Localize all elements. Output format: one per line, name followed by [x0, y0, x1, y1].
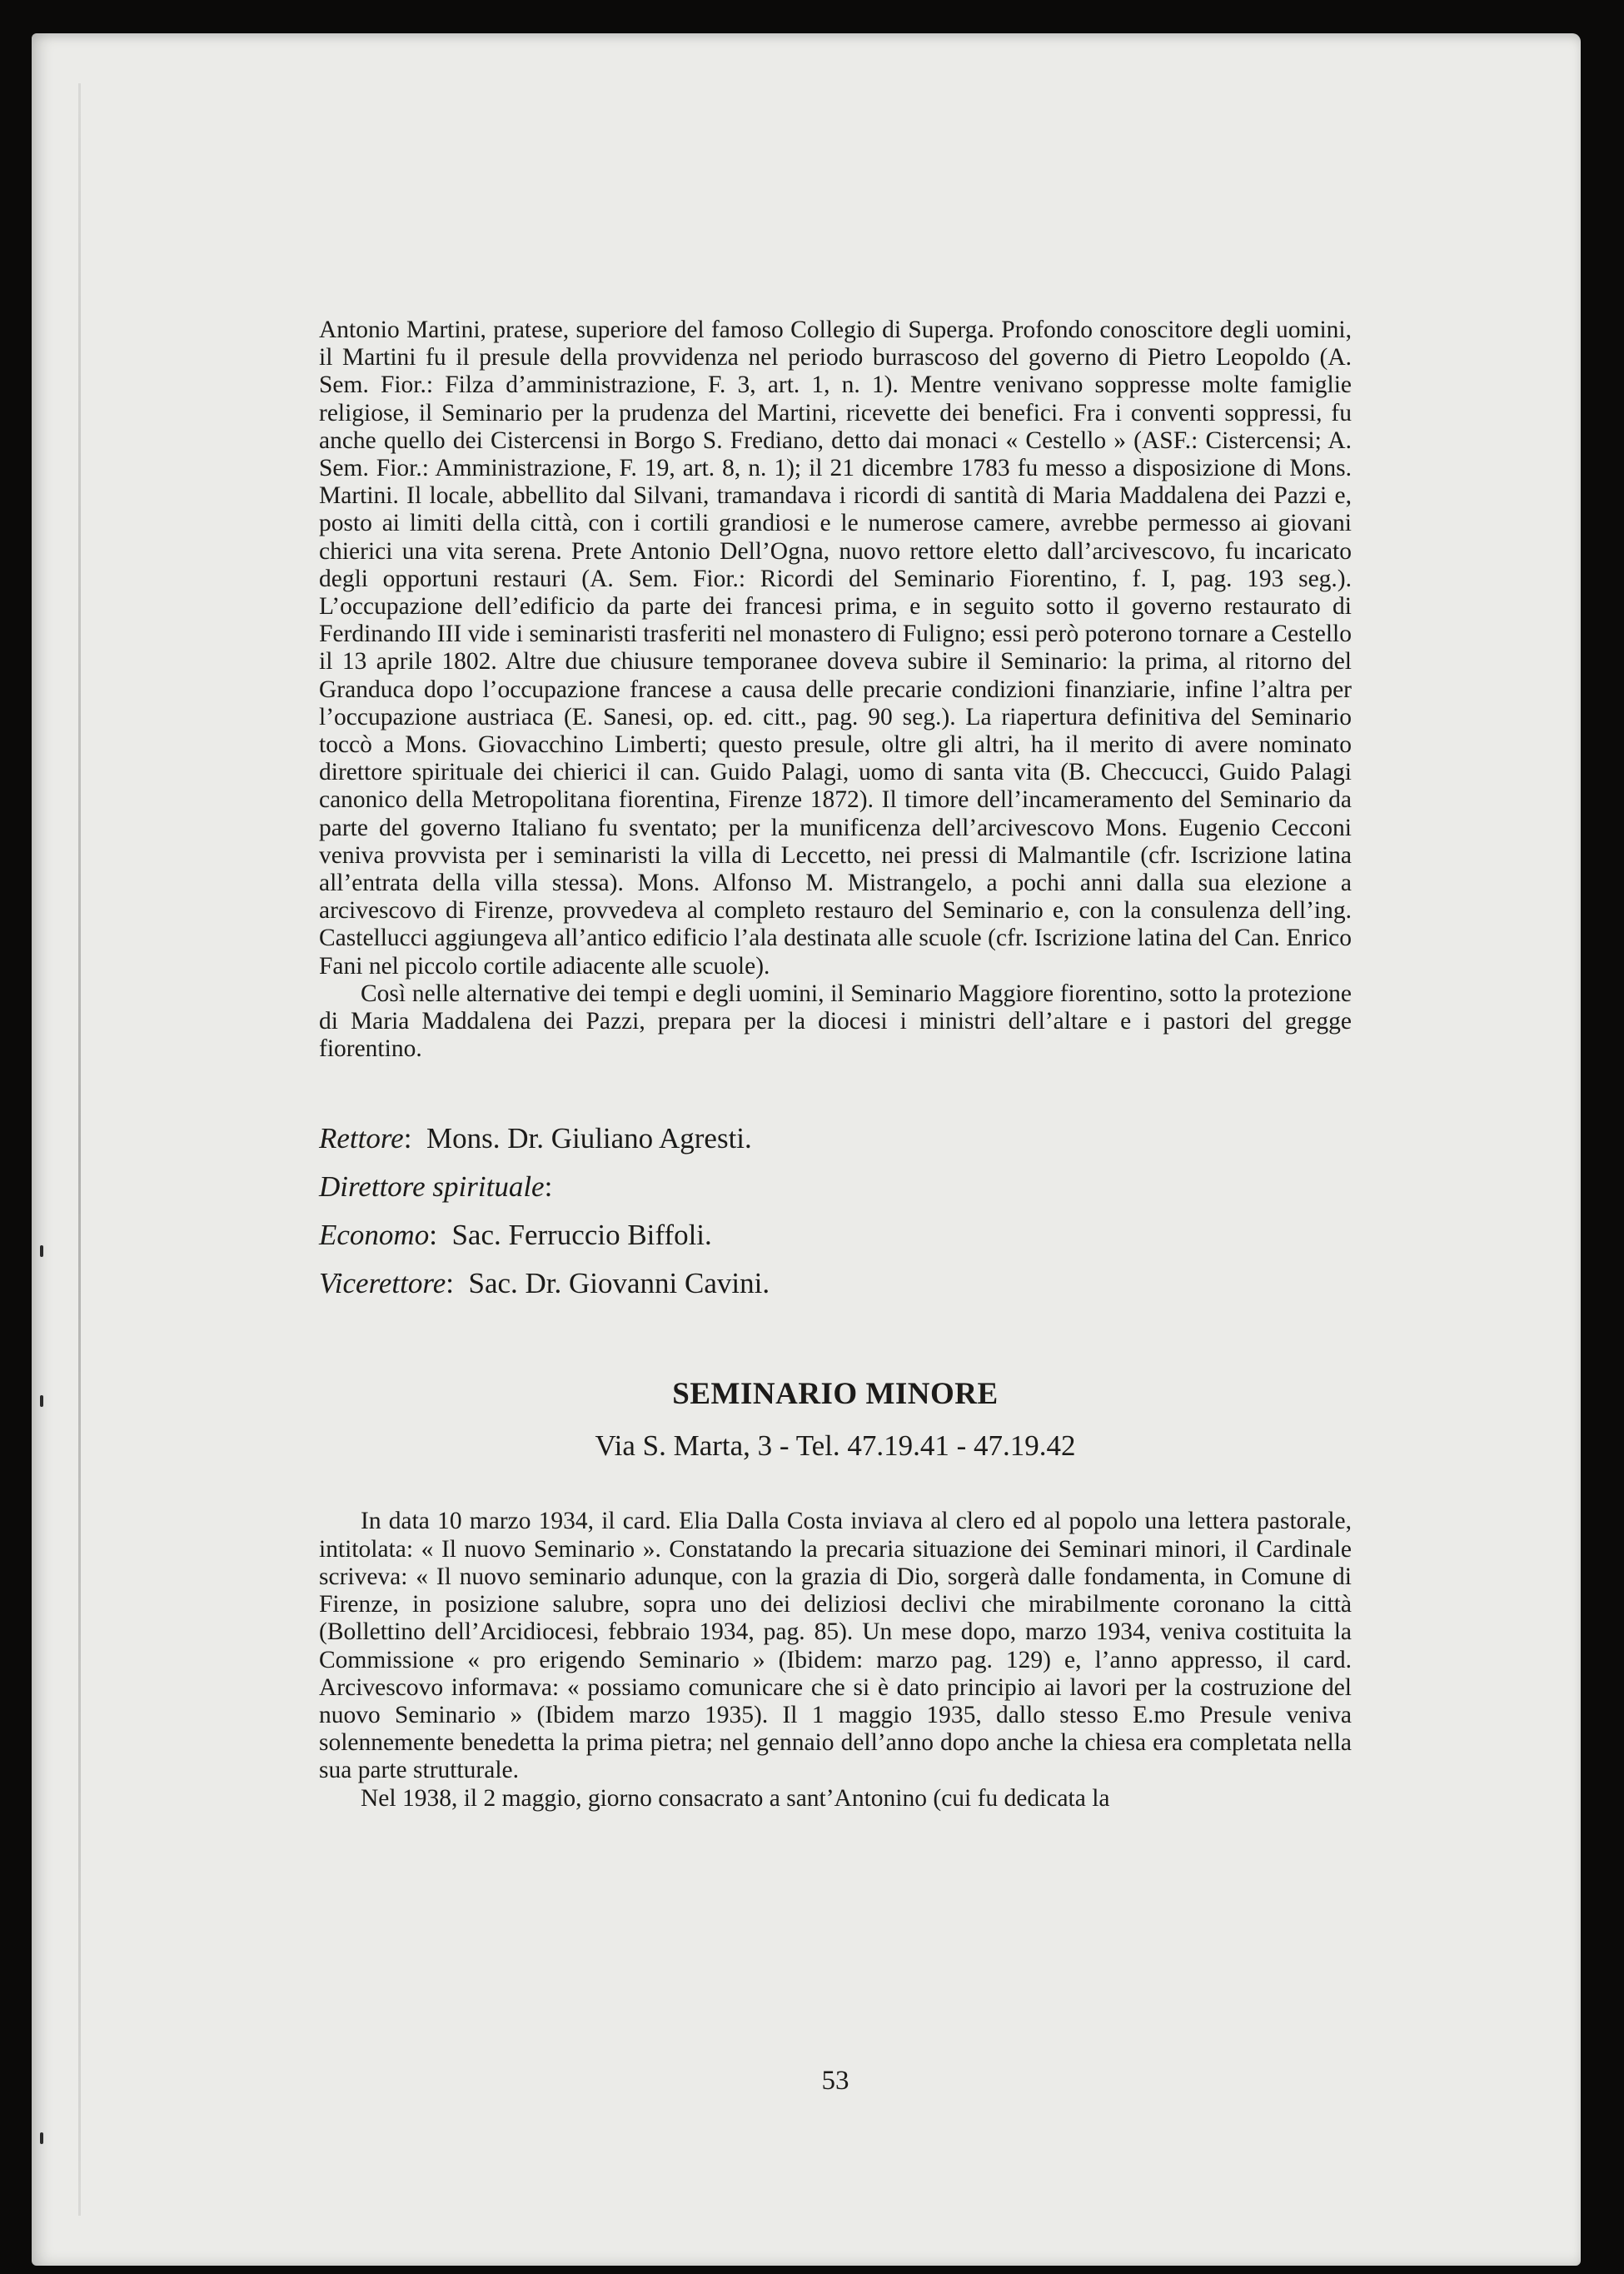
staff-row-rettore: Rettore: Mons. Dr. Giuliano Agresti. [319, 1122, 752, 1155]
staff-role: Rettore [319, 1122, 404, 1155]
seminario-maggiore-text [319, 317, 1352, 1063]
paragraph-minore-continued: Nel 1938, il 2 maggio, giorno consacrato a sant’Antonino (cui fu dedicata la [361, 1784, 1110, 1812]
staff-row-economo: Economo: Sac. Ferruccio Biffoli. [319, 1219, 712, 1252]
paragraph-minore-history: In data 10 marzo 1934, il card. Elia Dalla Costa inviava al clero ed al popolo una lettera pastorale, intitolata: « Il nuovo Seminario ». Constatando la precaria situazione dei Seminari minori, il Cardinale scriveva: « Il nuovo seminario adunque, con la grazia di Dio, sorgerà dalle fondamenta, in Comune di Firenze, in posizione salubre, sopra uno dei deliziosi declivi che mirabilmente coronano la città (Bollettino dell’Arcidiocesi, febbraio 1934, pag. 85). Un mese dopo, marzo 1934, veniva costituita la Commissione « pro erigendo Seminario » (Ibidem: marzo pag. 129) e, l’anno appresso, il card. Arcivescovo informava: « possiamo comunicare che si è dato principio ai lavori per la costruzione del nuovo Seminario » (Ibidem marzo 1935). Il 1 maggio 1935, dallo stesso E.mo Presule veniva solennemente benedetta la prima pietra; nel gennaio dell’anno dopo anche la chiesa era completata nella sua parte strutturale. [319, 1508, 1352, 1784]
staff-name: Sac. Ferruccio Biffoli. [451, 1219, 712, 1252]
margin-mark [40, 1245, 43, 1257]
page-number: 53 [821, 2066, 849, 2096]
paragraph-conclusion: Così nelle alternative dei tempi e degli uomini, il Seminario Maggiore fiorentino, sotto la protezione di Maria Maddalena dei Pazzi, prepara per la diocesi i ministri dell’altare e i pastori del gregge fiorentino. [319, 980, 1352, 1063]
section-address: Via S. Marta, 3 - Tel. 47.19.41 - 47.19.42 [595, 1429, 1076, 1463]
staff-row-vicerettore: Vicerettore: Sac. Dr. Giovanni Cavini. [319, 1267, 770, 1300]
staff-list [319, 1115, 1352, 1308]
staff-name: Sac. Dr. Giovanni Cavini. [468, 1267, 770, 1300]
margin-mark [40, 2132, 43, 2144]
margin-mark [40, 1395, 43, 1407]
staff-role: Economo [319, 1219, 430, 1252]
page-gutter [78, 83, 81, 2216]
staff-name: Mons. Dr. Giuliano Agresti. [426, 1122, 752, 1155]
paragraph-history: Antonio Martini, pratese, superiore del famoso Collegio di Superga. Profondo conoscitore degli uomini, il Martini fu il presule della provvidenza nel periodo burrascoso del governo di Pietro Leopoldo (A. Sem. Fior.: Filza d’amministrazione, F. 3, art. 1, n. 1). Mentre venivano soppresse molte famiglie religiose, il Seminario per la prudenza del Martini, ricevette dei benefici. Fra i conventi soppressi, fu anche quello dei Cistercensi in Borgo S. Frediano, detto dai monaci « Cestello » (ASF.: Cistercensi; A. Sem. Fior.: Amministrazione, F. 19, art. 8, n. 1); il 21 dicembre 1783 fu messo a disposizione di Mons. Martini. Il locale, abbellito dal Silvani, tramandava i ricordi di santità di Maria Maddalena dei Pazzi e, posto ai limiti della città, con i cortili grandiosi e le numerose camere, avrebbe permesso ai giovani chierici una vita serena. Prete Antonio Dell’Ogna, nuovo rettore eletto dall’arcivescovo, fu incaricato degli opportuni restauri (A. Sem. Fior.: Ricordi del Seminario Fiorentino, f. I, pag. 193 seg.). L’occupazione dell’edificio da parte dei francesi prima, e in seguito sotto il governo restaurato di Ferdinando III vide i seminaristi trasferiti nel monastero di Fuligno; essi però poterono tornare a Cestello il 13 aprile 1802. Altre due chiusure temporanee doveva subire il Seminario: la prima, al ritorno del Granduca dopo l’occupazione francese a causa delle precarie condizioni finanziarie, infine l’altra per l’occupazione austriaca (E. Sanesi, op. ed. citt., pag. 90 seg.). La riapertura definitiva del Seminario toccò a Mons. Giovacchino Limberti; questo presule, oltre gli altri, ha il merito di avere nominato direttore spirituale dei chierici il can. Guido Palagi, uomo di santa vita (B. Checcucci, Guido Palagi canonico della Metropolitana fiorentina, Firenze 1872). Il timore dell’incameramento del Seminario da parte del governo Italiano fu sventato; per la munificenza dell’arcivescovo Mons. Eugenio Cecconi veniva provvista per i seminaristi la villa di Leccetto, nei pressi di Malmantile (cfr. Iscrizione latina all’entrata della villa stessa). Mons. Alfonso M. Mistrangelo, a pochi anni dalla sua elezione a arcivescovo di Firenze, provvedeva al completo restauro del Seminario e, con la consulenza dell’ing. Castellucci aggiungeva all’antico edificio l’ala destinata alle scuole (cfr. Iscrizione latina del Can. Enrico Fani nel piccolo cortile adiacente alle scuole). [319, 317, 1352, 980]
section-title: SEMINARIO MINORE [672, 1377, 999, 1412]
book-page [32, 33, 1581, 2266]
staff-row-direttore-spirituale: Direttore spirituale: [319, 1170, 553, 1204]
staff-role: Direttore spirituale [319, 1170, 545, 1204]
page-content [319, 317, 1352, 2096]
staff-role: Vicerettore [319, 1267, 446, 1300]
seminario-minore-text [319, 1508, 1352, 1812]
